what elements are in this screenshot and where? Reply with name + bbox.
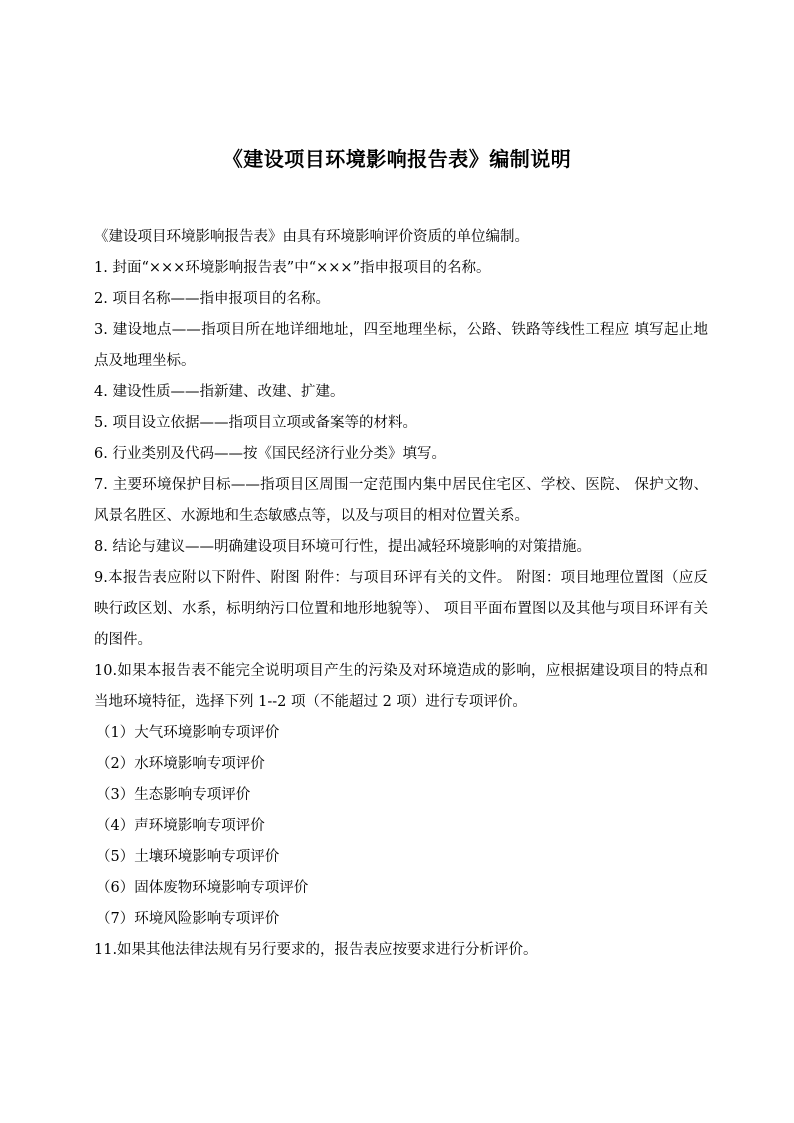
item-1: 1. 封面“×××环境影响报告表”中“×××”指申报项目的名称。 [94, 260, 491, 276]
sub-item-1: （1）大气环境影响专项评价 [96, 725, 280, 741]
document-body [94, 222, 708, 966]
intro-paragraph: 《建设项目环境影响报告表》由具有环境影响评价资质的单位编制。 [94, 229, 529, 245]
page-title: 《建设项目环境影响报告表》编制说明 [222, 147, 572, 171]
item-4: 4. 建设性质——指新建、改建、扩建。 [94, 384, 345, 400]
sub-item-4: （4）声环境影响专项评价 [96, 818, 265, 834]
sub-item-5: （5）土壤环境影响专项评价 [96, 849, 280, 865]
item-10: 10.如果本报告表不能完全说明项目产生的污染及对环境造成的影响，应根据建设项目的特点和当地环境特征，选择下列 1--2 项（不能超过 2 项）进行专项评价。 [94, 663, 708, 710]
sub-item-7: （7）环境风险影响专项评价 [96, 911, 280, 927]
sub-item-3: （3）生态影响专项评价 [96, 787, 251, 803]
item-2: 2. 项目名称——指申报项目的名称。 [94, 291, 330, 307]
item-3: 3. 建设地点——指项目所在地详细地址，四至地理坐标，公路、铁路等线性工程应 填写起止地点及地理坐标。 [94, 322, 708, 369]
item-5: 5. 项目设立依据——指项目立项或备案等的材料。 [94, 415, 417, 431]
item-7: 7. 主要环境保护目标——指项目区周围一定范围内集中居民住宅区、学校、医院、 保护文物、风景名胜区、水源地和生态敏感点等，以及与项目的相对位置关系。 [94, 477, 708, 524]
item-6: 6. 行业类别及代码——按《国民经济行业分类》填写。 [94, 446, 446, 462]
sub-item-2: （2）水环境影响专项评价 [96, 756, 265, 772]
item-8: 8. 结论与建议——明确建设项目环境可行性，提出减轻环境影响的对策措施。 [94, 539, 591, 555]
item-11: 11.如果其他法律法规有另行要求的，报告表应按要求进行分析评价。 [94, 942, 538, 958]
item-9: 9.本报告表应附以下附件、附图 附件：与项目环评有关的文件。 附图：项目地理位置图（应反映行政区划、水系，标明纳污口位置和地形地貌等）、 项目平面布置图以及其他与项目环评有关的图件。 [94, 570, 708, 648]
sub-item-6: （6）固体废物环境影响专项评价 [96, 880, 309, 896]
